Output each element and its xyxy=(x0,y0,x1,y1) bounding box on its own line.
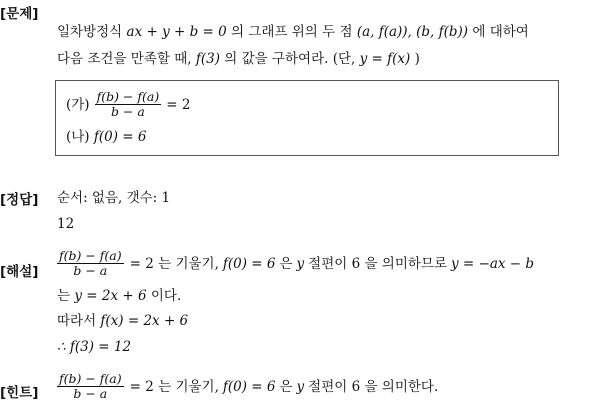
condition-label: (가) xyxy=(66,96,90,113)
answer-tag: [정답] xyxy=(0,192,39,208)
condition-label: (나) xyxy=(66,129,90,145)
problem-text: 다음 조건을 만족할 때, xyxy=(57,51,192,67)
fraction-numerator: f(b) − f(a) xyxy=(96,89,160,104)
solution-tag: [해설] xyxy=(0,264,39,280)
fraction xyxy=(57,249,124,278)
problem-line-1 xyxy=(57,24,529,40)
problem-text: ) xyxy=(414,51,420,67)
answer-value: 12 xyxy=(57,216,75,232)
expression: f(3) xyxy=(195,51,220,67)
solution-text: = 2 는 기울기, xyxy=(129,255,219,272)
solution-text: 는 xyxy=(57,288,71,304)
equation: ax + y + b = 0 xyxy=(126,24,227,40)
solution-line-1 xyxy=(55,249,534,278)
fraction-rhs: = 2 xyxy=(166,96,191,113)
answer-meta: 순서: 없음, 갯수: 1 xyxy=(57,190,171,206)
equation: f(x) = 2x + 6 xyxy=(100,313,189,329)
hint-text: 은 xyxy=(279,378,293,395)
problem-text: 에 대하여 xyxy=(472,24,529,40)
equation: y = 2x + 6 xyxy=(74,288,147,304)
fraction xyxy=(95,90,162,119)
fraction-denominator: b − a xyxy=(73,263,108,278)
points: (a, f(a)), (b, f(b)) xyxy=(356,24,469,40)
variable: y xyxy=(296,378,305,395)
fraction-denominator: b − a xyxy=(110,104,145,119)
condition-ga xyxy=(66,90,190,119)
equation: f(0) = 6 xyxy=(222,255,276,272)
fraction-denominator: b − a xyxy=(73,386,108,401)
condition-na xyxy=(66,129,146,145)
problem-text: 일차방정식 xyxy=(57,24,123,40)
fraction-numerator: f(b) − f(a) xyxy=(59,371,122,386)
hint-tag: [힌트] xyxy=(0,385,39,401)
solution-line-3 xyxy=(57,313,188,329)
problem-line-2 xyxy=(57,51,420,67)
fraction xyxy=(57,372,124,401)
variable: y xyxy=(296,255,305,272)
solution-text: 은 xyxy=(279,255,293,272)
problem-text: 의 값을 구하여라. (단, xyxy=(224,51,356,67)
expression: y = f(x) xyxy=(359,51,411,67)
solution-text: 따라서 xyxy=(57,313,97,329)
fraction-numerator: f(b) − f(a) xyxy=(59,248,122,263)
hint-line xyxy=(55,372,438,401)
solution-text: 이다. xyxy=(150,288,182,304)
solution-text: 절편이 6 을 의미하므로 xyxy=(308,255,448,272)
equation: ∴ f(3) = 12 xyxy=(57,339,132,355)
equation: f(0) = 6 xyxy=(222,378,276,395)
solution-line-4 xyxy=(57,339,131,355)
solution-line-2 xyxy=(57,288,181,304)
equation: y = −ax − b xyxy=(451,255,535,272)
hint-text: = 2 는 기울기, xyxy=(129,378,219,395)
hint-text: 절편이 6 을 의미한다. xyxy=(308,378,439,395)
problem-tag: [문제] xyxy=(0,6,39,22)
problem-text: 의 그래프 위의 두 점 xyxy=(231,24,353,40)
equation: f(0) = 6 xyxy=(93,129,147,145)
